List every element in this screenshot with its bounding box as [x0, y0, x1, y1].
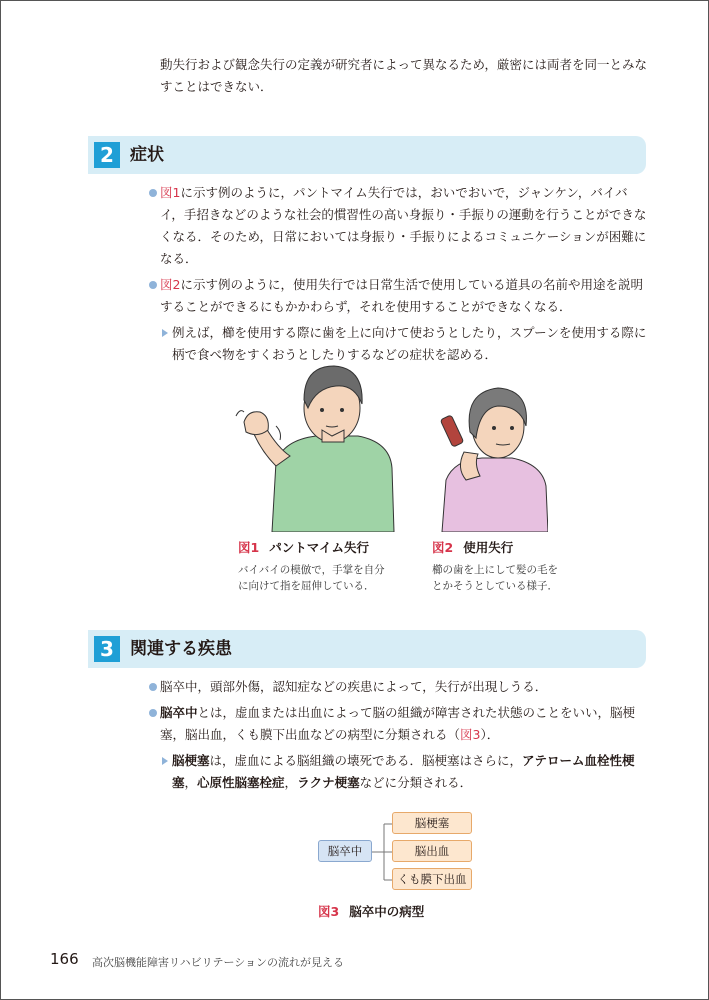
section-3-header	[88, 630, 646, 668]
section-title: 症状	[130, 145, 164, 165]
figure-1-caption	[238, 538, 385, 594]
section-number: 3	[94, 636, 120, 662]
page-number: 166	[50, 950, 79, 968]
diagram-node-root: 脳卒中	[318, 840, 372, 862]
sub-list-item: 脳梗塞は，虚血による脳組織の壊死である．脳梗塞はさらに，アテローム血栓性梗塞，心原性脳塞栓症，ラクナ梗塞などに分類される．	[148, 750, 648, 794]
list-item: 図1に示す例のように，パントマイム失行では，おいでおいで，ジャンケン，バイバイ，手招きなどのような社会的慣習性の高い身振り・手振りの運動を行うことができなくなる．そのため，日常においては身振り・手振りによるコミュニケーションが困難になる．	[148, 182, 648, 270]
figure-3-caption	[318, 902, 424, 920]
sub-list-item: 例えば，櫛を使用する際に歯を上に向けて使おうとしたり，スプーンを使用する際に柄で食べ物をすくおうとしたりするなどの症状を認める．	[148, 322, 648, 366]
section-title: 関連する疾患	[130, 639, 232, 659]
intro-paragraph: 動失行および観念失行の定義が研究者によって異なるため，厳密には両者を同一とみなすことはできない．	[160, 57, 648, 94]
list-item: 図2に示す例のように，使用失行では日常生活で使用している道具の名前や用途を説明することができるにもかかわらず，それを使用することができなくなる．	[148, 274, 648, 318]
figure-2-caption	[432, 538, 558, 594]
section-number: 2	[94, 142, 120, 168]
figure-title: 図3 脳卒中の病型	[318, 904, 425, 919]
book-title: 高次脳機能障害リハビリテーションの流れが見える	[92, 956, 345, 969]
figure-description: 櫛の歯を上にして髪の毛を とかそうとしている様子．	[432, 564, 558, 592]
figure-description: バイバイの模倣で，手掌を自分 に向けて指を屈伸している．	[238, 564, 385, 592]
section-2-list	[148, 182, 648, 370]
list-item: 脳卒中，頭部外傷，認知症などの疾患によって，失行が出現しうる．	[148, 676, 648, 698]
pantomime-apraxia-illustration	[232, 356, 396, 532]
section-2-header	[88, 136, 646, 174]
figure-reference: 図1	[160, 185, 181, 200]
figure-reference: 図2	[160, 277, 181, 292]
figure-reference: 図3	[460, 727, 481, 742]
use-apraxia-illustration	[436, 376, 548, 532]
diagram-node-child: くも膜下出血	[392, 868, 472, 890]
section-3-list	[148, 676, 648, 798]
diagram-node-child: 脳梗塞	[392, 812, 472, 834]
figure-title: 図2 使用失行	[432, 540, 514, 555]
diagram-node-child: 脳出血	[392, 840, 472, 862]
figure-title: 図1 パントマイム失行	[238, 540, 369, 555]
list-item: 脳卒中とは，虚血または出血によって脳の組織が障害された状態のことをいい，脳梗塞，脳出血，くも膜下出血などの病型に分類される（図3）．	[148, 702, 648, 746]
